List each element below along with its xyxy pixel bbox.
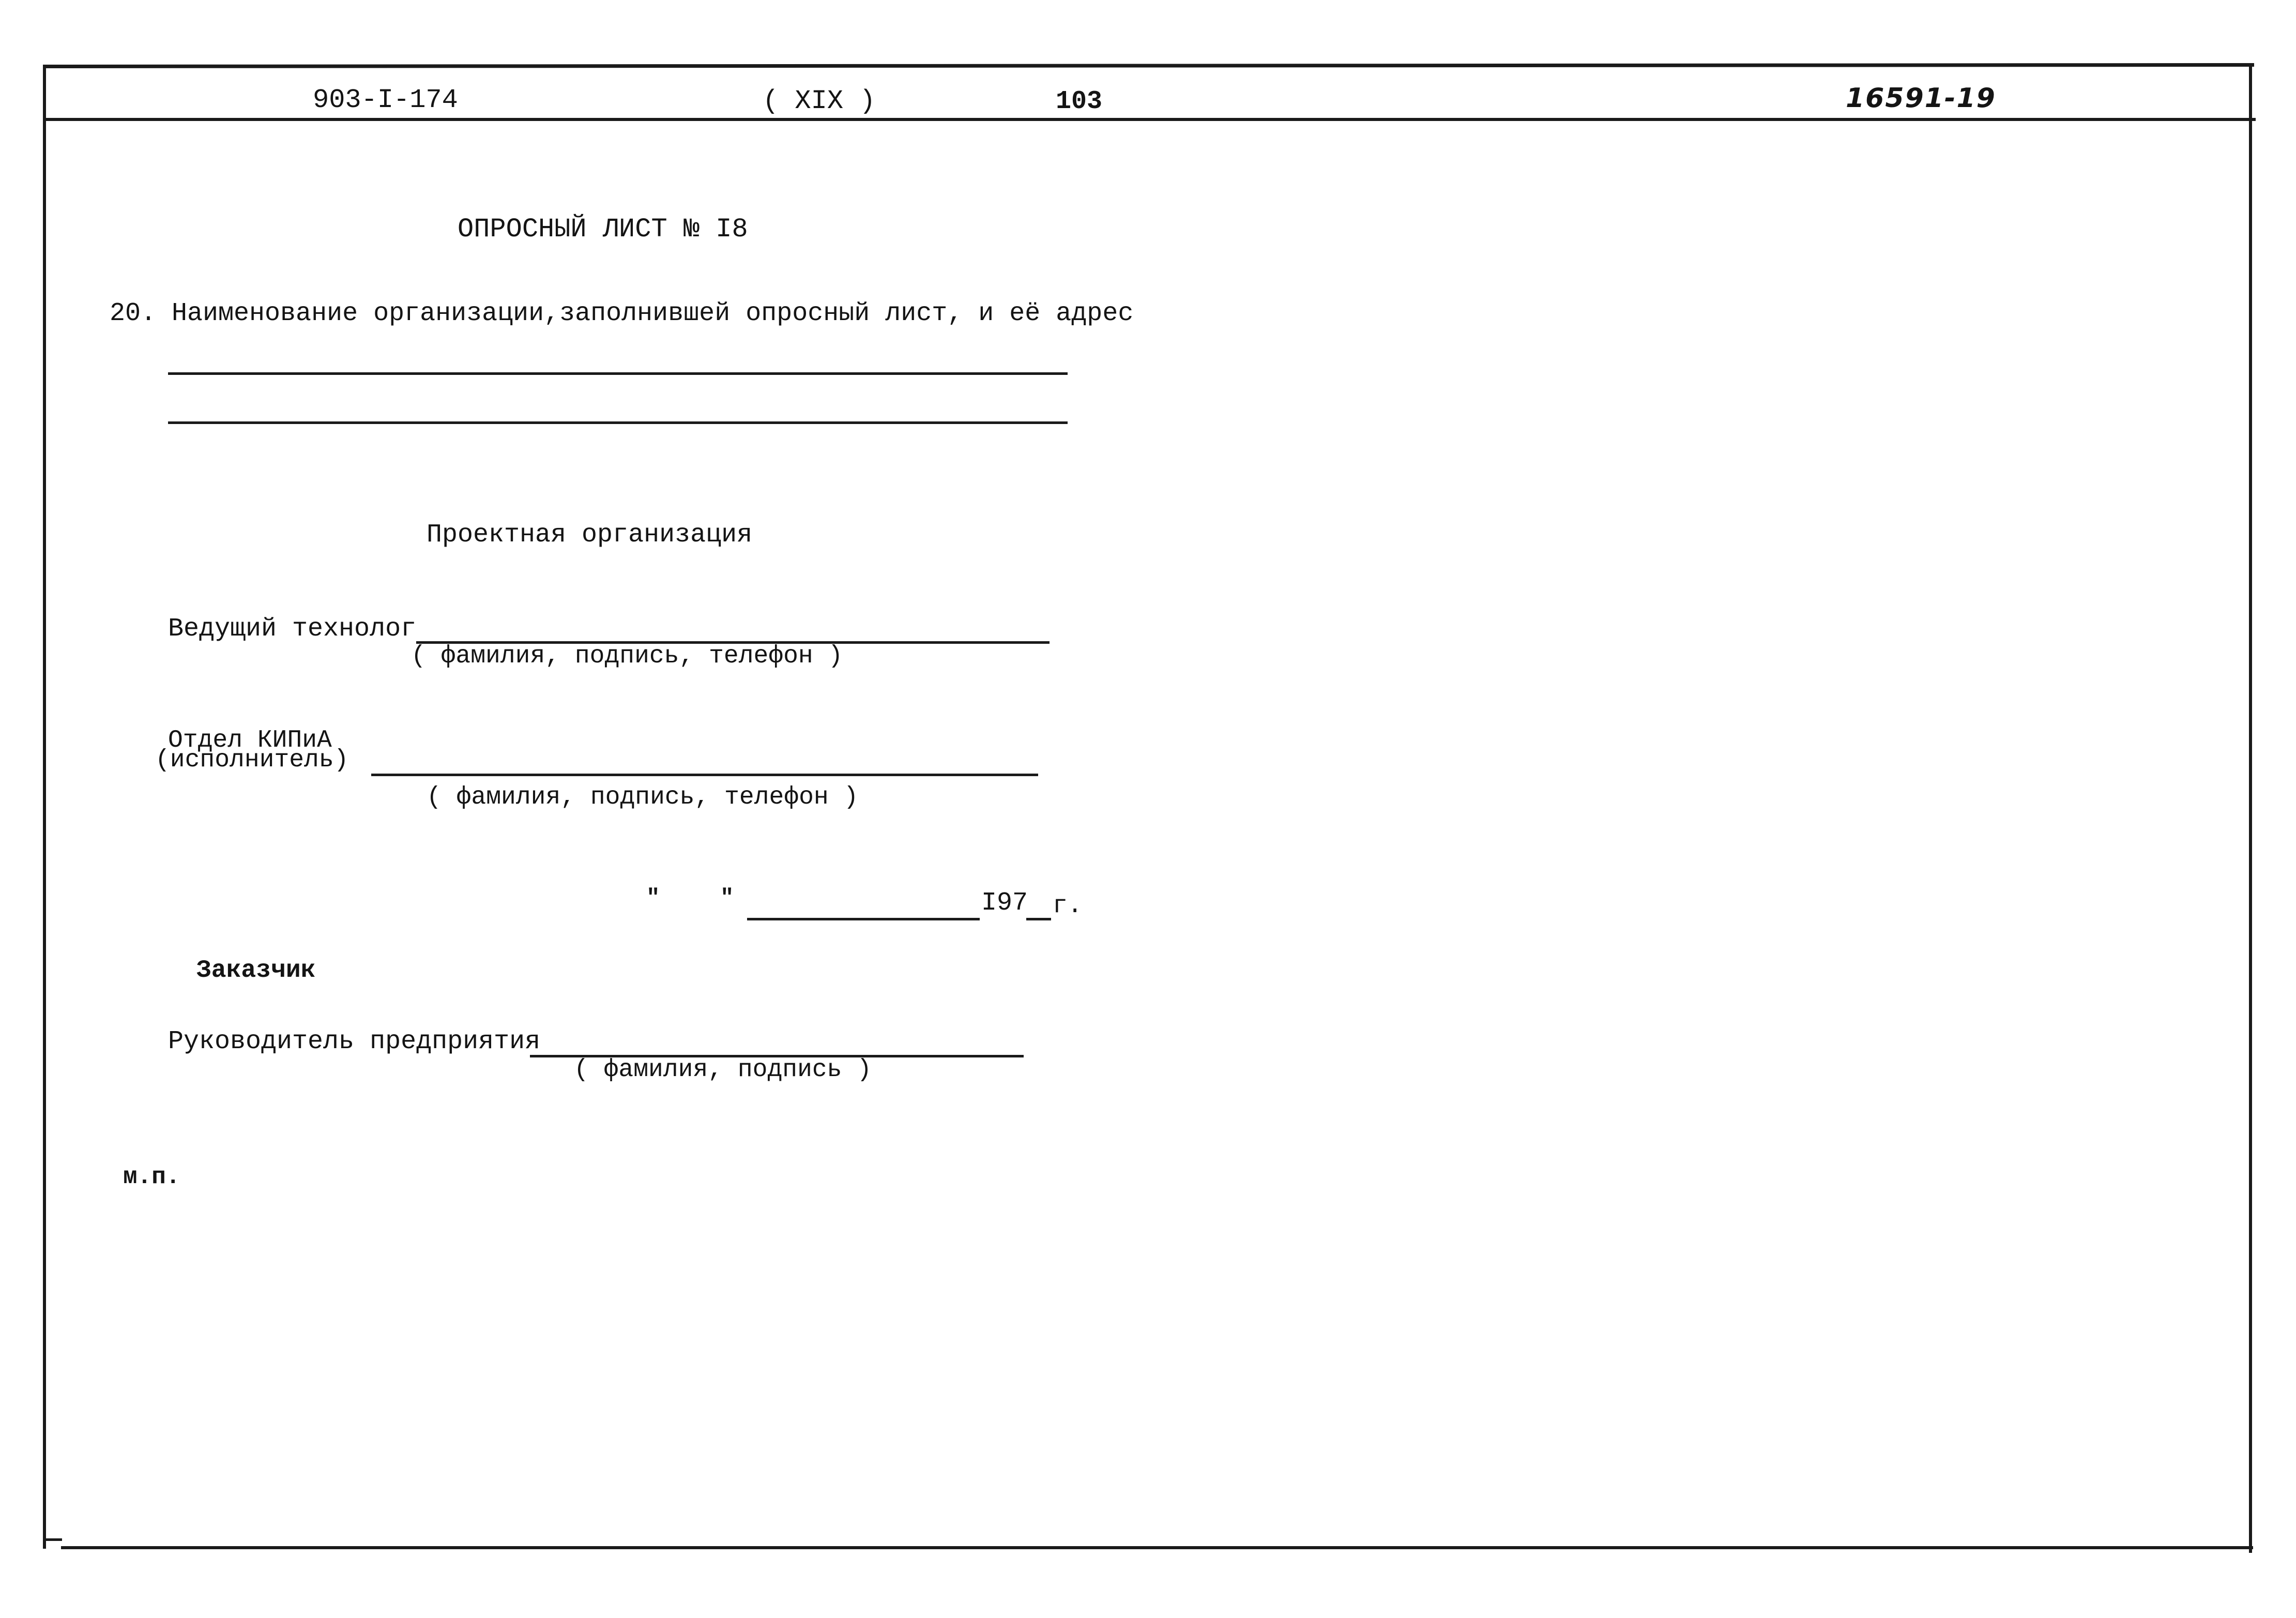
date-month-line[interactable] bbox=[747, 918, 980, 920]
kipia-signature-line[interactable] bbox=[371, 774, 1038, 776]
item-20-text: 20. Наименование организации,заполнившей опросный лист, и её адрес bbox=[110, 299, 1134, 328]
director-caption: ( фамилия, подпись ) bbox=[574, 1056, 872, 1084]
lead-technologist-caption: ( фамилия, подпись, телефон ) bbox=[411, 642, 843, 670]
page-number: 103 bbox=[1056, 87, 1103, 116]
date-year-digit-line[interactable] bbox=[1026, 918, 1051, 920]
frame-bottom-left-border bbox=[44, 1538, 62, 1541]
part-number: ( XIX ) bbox=[763, 86, 876, 116]
date-year-prefix: I97 bbox=[981, 888, 1028, 918]
lead-technologist-label: Ведущий технолог bbox=[168, 614, 417, 644]
stamp-place: м.п. bbox=[123, 1163, 180, 1190]
archive-number: 16591-19 bbox=[1846, 83, 1996, 114]
frame-top-border bbox=[43, 63, 2254, 68]
frame-left-border bbox=[43, 65, 46, 1549]
kipia-caption: ( фамилия, подпись, телефон ) bbox=[427, 783, 859, 811]
date-year-suffix: г. bbox=[1053, 892, 1083, 920]
frame-right-border bbox=[2249, 65, 2252, 1553]
frame-bottom-border bbox=[61, 1546, 2253, 1549]
date-quote-close: " bbox=[720, 885, 734, 911]
design-org-heading: Проектная организация bbox=[427, 520, 753, 550]
organization-line-1[interactable] bbox=[168, 372, 1068, 375]
page-title: ОПРОСНЫЙ ЛИСТ № I8 bbox=[458, 214, 748, 245]
doc-code: 903-I-174 bbox=[313, 85, 458, 115]
date-quote-open: " bbox=[646, 885, 660, 911]
organization-line-2[interactable] bbox=[168, 421, 1068, 424]
kipia-label-executor: (исполнитель) bbox=[155, 746, 349, 774]
kipia-label: Отдел КИПиА bbox=[168, 727, 332, 754]
frame-header-rule bbox=[44, 118, 2256, 121]
director-label: Руководитель предприятия bbox=[168, 1027, 541, 1056]
customer-heading: Заказчик bbox=[196, 957, 316, 985]
